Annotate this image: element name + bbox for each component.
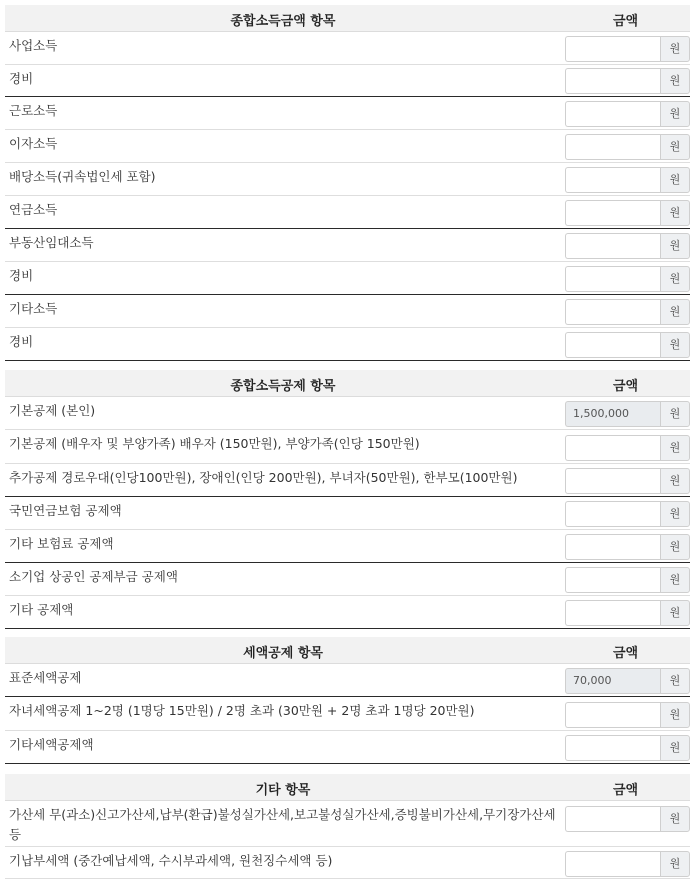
- amount-input-group: [565, 332, 689, 358]
- row-label: 연금소득: [9, 202, 58, 217]
- amount-input[interactable]: [565, 36, 667, 62]
- row-label: 경비: [9, 268, 34, 283]
- row-label: 표준세액공제: [9, 670, 82, 685]
- row-label: 경비: [9, 71, 34, 86]
- unit-label: 원: [660, 332, 690, 358]
- amount-header: 금액: [612, 379, 639, 394]
- unit-label: 원: [660, 567, 690, 593]
- unit-label: 원: [660, 702, 690, 728]
- amount-input[interactable]: [565, 435, 667, 461]
- amount-input[interactable]: [565, 534, 667, 560]
- table-row: [5, 295, 690, 328]
- unit-label: 원: [660, 299, 690, 325]
- unit-label: 원: [660, 851, 690, 877]
- row-label: 기타 보험료 공제액: [9, 536, 114, 551]
- row-label: 경비: [9, 334, 34, 349]
- unit-label: 원: [660, 600, 690, 626]
- amount-input-group: [565, 702, 689, 728]
- section-header: [5, 774, 690, 801]
- amount-input[interactable]: [565, 806, 667, 832]
- unit-label: 원: [660, 200, 690, 226]
- unit-label: 원: [660, 501, 690, 527]
- table-row: [5, 847, 690, 879]
- section-header: [5, 637, 690, 664]
- amount-input-group: [565, 735, 689, 761]
- section-title: 종합소득공제 항목: [230, 379, 336, 394]
- row-label: 사업소득: [9, 38, 58, 53]
- amount-input[interactable]: [565, 134, 667, 160]
- unit-label: 원: [660, 435, 690, 461]
- unit-label: 원: [660, 534, 690, 560]
- section-title: 종합소득금액 항목: [230, 14, 336, 29]
- table-row: [5, 229, 690, 262]
- unit-label: 원: [660, 36, 690, 62]
- unit-label: 원: [660, 266, 690, 292]
- unit-label: 원: [660, 233, 690, 259]
- unit-label: 원: [660, 167, 690, 193]
- amount-input[interactable]: [565, 332, 667, 358]
- unit-label: 원: [660, 101, 690, 127]
- table-row: [5, 163, 690, 196]
- amount-input-group: [565, 668, 689, 694]
- amount-input-group: [565, 806, 689, 832]
- unit-label: 원: [660, 68, 690, 94]
- amount-input-group: [565, 468, 689, 494]
- table-row: [5, 596, 690, 629]
- unit-label: 원: [660, 468, 690, 494]
- amount-input-group: [565, 233, 689, 259]
- amount-input[interactable]: [565, 200, 667, 226]
- amount-input-group: [565, 299, 689, 325]
- amount-input[interactable]: [565, 233, 667, 259]
- row-label: 소기업 상공인 공제부금 공제액: [9, 569, 178, 584]
- other-section: [5, 774, 690, 879]
- table-row: [5, 397, 690, 430]
- table-row: [5, 801, 690, 847]
- table-row: [5, 262, 690, 295]
- table-row: [5, 563, 690, 596]
- table-row: [5, 464, 690, 497]
- amount-input-readonly: 70,000: [565, 668, 667, 694]
- table-row: [5, 328, 690, 361]
- amount-header: 금액: [612, 14, 639, 29]
- amount-input-group: [565, 134, 689, 160]
- amount-input-group: [565, 167, 689, 193]
- income-section: [5, 5, 690, 361]
- table-row: [5, 731, 690, 764]
- unit-label: 원: [660, 401, 690, 427]
- amount-input-group: [565, 851, 689, 877]
- row-label: 자녀세액공제 1~2명 (1명당 15만원) / 2명 초과 (30만원 + 2명 초과 1명당 20만원): [9, 703, 475, 718]
- row-label: 기본공제 (배우자 및 부양가족) 배우자 (150만원), 부양가족(인당 150만원): [9, 436, 420, 451]
- table-row: [5, 664, 690, 697]
- amount-input-group: [565, 567, 689, 593]
- table-row: [5, 530, 690, 563]
- tax-credit-section: [5, 637, 690, 764]
- row-label: 기납부세액 (중간예납세액, 수시부과세액, 원천징수세액 등): [9, 853, 333, 868]
- deduction-section: [5, 370, 690, 629]
- section-title: 세액공제 항목: [243, 646, 323, 661]
- row-label: 기본공제 (본인): [9, 403, 96, 418]
- table-row: [5, 430, 690, 464]
- unit-label: 원: [660, 668, 690, 694]
- amount-input-group: [565, 68, 689, 94]
- amount-input[interactable]: [565, 266, 667, 292]
- amount-input[interactable]: [565, 567, 667, 593]
- table-row: [5, 130, 690, 163]
- amount-input[interactable]: [565, 167, 667, 193]
- table-row: [5, 32, 690, 65]
- amount-input[interactable]: [565, 600, 667, 626]
- amount-input-group: [565, 200, 689, 226]
- table-row: [5, 65, 690, 97]
- row-label: 부동산임대소득: [9, 235, 94, 250]
- amount-input-group: [565, 600, 689, 626]
- row-label: 기타소득: [9, 301, 58, 316]
- row-label: 기타 공제액: [9, 602, 74, 617]
- row-label: 이자소득: [9, 136, 58, 151]
- amount-input[interactable]: [565, 735, 667, 761]
- amount-input[interactable]: [565, 501, 667, 527]
- amount-input[interactable]: [565, 101, 667, 127]
- row-label: 기타세액공제액: [9, 737, 94, 752]
- amount-input[interactable]: [565, 702, 667, 728]
- amount-input-group: [565, 501, 689, 527]
- unit-label: 원: [660, 134, 690, 160]
- row-label: 가산세 무(과소)신고가산세,납부(환급)불성실가산세,보고불성실가산세,증빙불비가산세,무기장가산세 등: [9, 807, 556, 842]
- amount-input-group: [565, 534, 689, 560]
- amount-input-group: [565, 401, 689, 427]
- table-row: [5, 497, 690, 530]
- amount-input[interactable]: [565, 68, 667, 94]
- amount-header: 금액: [612, 783, 639, 798]
- section-header: [5, 5, 690, 32]
- amount-input[interactable]: [565, 468, 667, 494]
- row-label: 국민연금보험 공제액: [9, 503, 122, 518]
- amount-input-group: [565, 101, 689, 127]
- amount-input-group: [565, 266, 689, 292]
- unit-label: 원: [660, 735, 690, 761]
- amount-input[interactable]: [565, 851, 667, 877]
- section-header: [5, 370, 690, 397]
- table-row: [5, 196, 690, 229]
- row-label: 배당소득(귀속법인세 포함): [9, 169, 156, 184]
- table-row: [5, 697, 690, 731]
- amount-input-group: [565, 36, 689, 62]
- table-row: [5, 97, 690, 130]
- row-label: 근로소득: [9, 103, 58, 118]
- amount-input-group: [565, 435, 689, 461]
- row-label: 추가공제 경로우대(인당100만원), 장애인(인당 200만원), 부녀자(50만원), 한부모(100만원): [9, 470, 518, 485]
- amount-input[interactable]: [565, 299, 667, 325]
- amount-input-readonly: 1,500,000: [565, 401, 667, 427]
- unit-label: 원: [660, 806, 690, 832]
- amount-header: 금액: [612, 646, 639, 661]
- section-title: 기타 항목: [255, 783, 311, 798]
